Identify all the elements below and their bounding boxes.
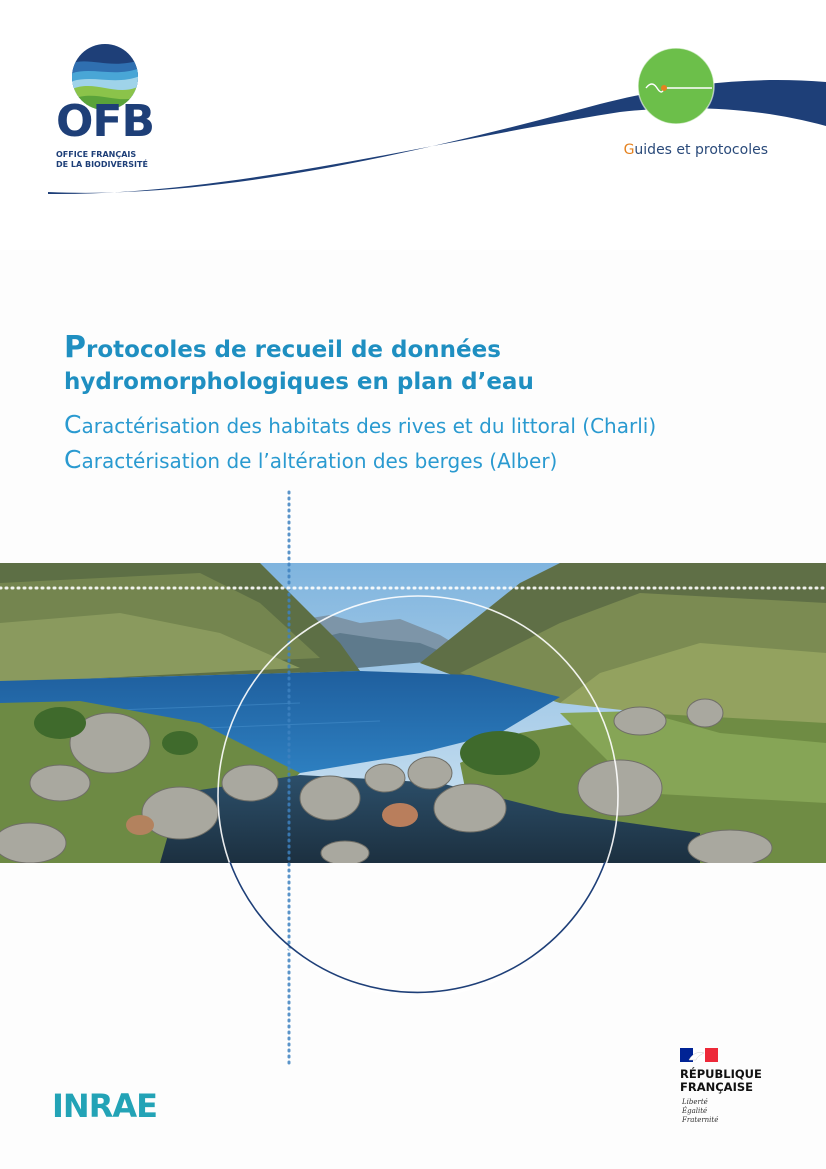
subtitle-alber xyxy=(64,443,784,478)
subtitle-list xyxy=(64,408,784,478)
motto-egalite: Égalité xyxy=(682,1107,708,1115)
series-label xyxy=(624,142,768,158)
ofb-fullname-line1: OFFICE FRANÇAIS xyxy=(56,150,137,159)
subtitle-text: aractérisation de l’altération des berges (Alber) xyxy=(81,449,558,473)
ofb-acronym: OFB xyxy=(56,96,154,147)
motto-liberte: Liberté xyxy=(682,1098,708,1106)
marianne-flag-icon xyxy=(680,1048,718,1062)
motto-fraternite: Fraternité xyxy=(682,1116,719,1124)
republique-line2: FRANÇAISE xyxy=(680,1080,753,1094)
series-label-rest: uides et protocoles xyxy=(634,142,768,158)
title-block xyxy=(64,332,784,478)
lake-landscape-image xyxy=(0,563,826,863)
title-line1: rotocoles de recueil de données xyxy=(86,337,501,363)
republique-motto xyxy=(682,1098,718,1125)
republique-name xyxy=(680,1068,762,1094)
subtitle-charli xyxy=(64,408,784,443)
republique-francaise-logo xyxy=(680,1048,800,1138)
series-label-initial: G xyxy=(623,142,635,158)
subtitle-text: aractérisation des habitats des rives et du littoral (Charli) xyxy=(81,414,657,438)
inrae-logo: INRAE xyxy=(52,1087,157,1125)
ofb-fullname-line2: DE LA BIODIVERSITÉ xyxy=(56,160,148,169)
series-badge-icon xyxy=(638,48,714,124)
ofb-logo xyxy=(52,36,162,186)
document-title xyxy=(64,332,784,398)
subtitle-initial: C xyxy=(64,410,82,439)
title-initial: P xyxy=(64,330,86,365)
republique-line1: RÉPUBLIQUE xyxy=(680,1067,762,1081)
title-line2: hydromorphologiques en plan d’eau xyxy=(64,369,534,395)
ofb-fullname xyxy=(56,150,148,170)
subtitle-initial: C xyxy=(64,445,82,474)
